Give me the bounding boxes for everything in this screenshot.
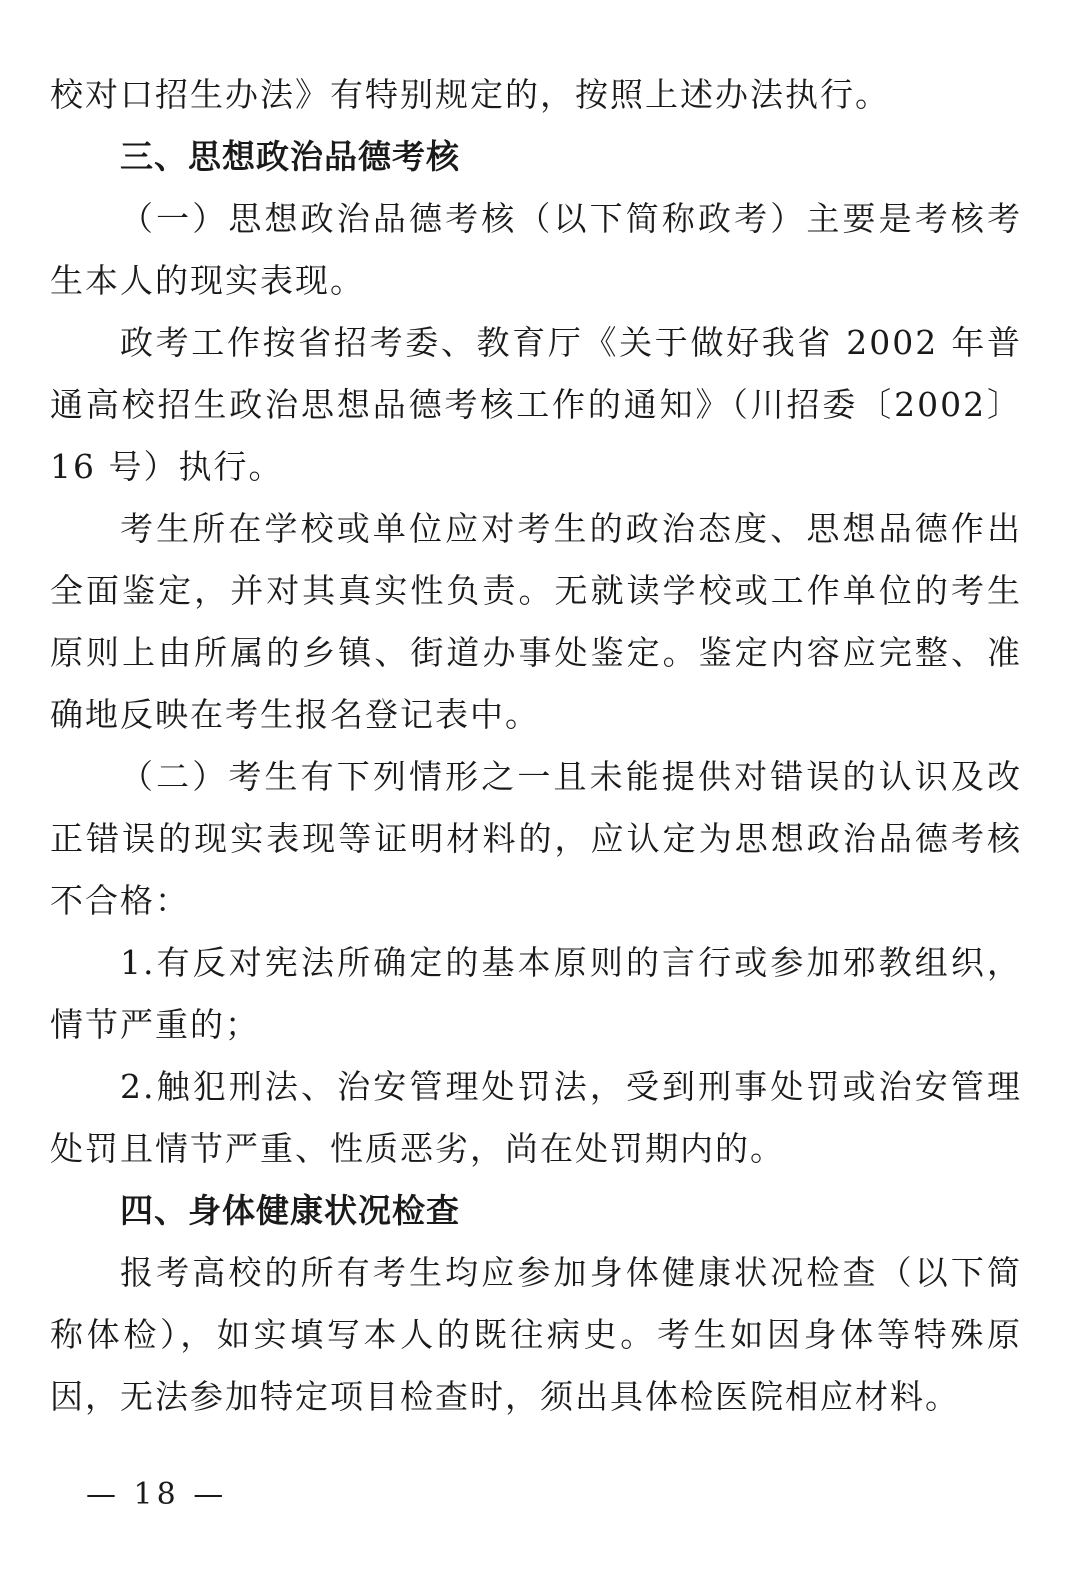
- paragraph-continuation: 校对口招生办法》有特别规定的，按照上述办法执行。: [50, 75, 890, 114]
- section-heading-political-review: 三、思想政治品德考核: [120, 137, 460, 176]
- paragraph-political-review-appraisal: 考生所在学校或单位应对考生的政治态度、思想品德作出全面鉴定，并对其真实性负责。无就读学校或工作单位的考生原则上由所属的乡镇、街道办事处鉴定。鉴定内容应完整、准确地反映在考生报名登记表中。: [50, 509, 1022, 734]
- document-body: [50, 64, 1022, 1428]
- paragraph-health-check: 报考高校的所有考生均应参加身体健康状况检查（以下简称体检），如实填写本人的既往病史。考生如因身体等特殊原因，无法参加特定项目检查时，须出具体检医院相应材料。: [50, 1253, 1022, 1416]
- paragraph-political-review-failure: （二）考生有下列情形之一且未能提供对错误的认识及改正错误的现实表现等证明材料的，应认定为思想政治品德考核不合格：: [50, 757, 1022, 920]
- list-item-2: 2.触犯刑法、治安管理处罚法，受到刑事处罚或治安管理处罚且情节严重、性质恶劣，尚在处罚期内的。: [50, 1067, 1022, 1168]
- page-number: — 18 —: [86, 1477, 228, 1512]
- list-item-1: 1.有反对宪法所确定的基本原则的言行或参加邪教组织，情节严重的；: [50, 943, 1022, 1044]
- paragraph-political-review-basis: 政考工作按省招考委、教育厅《关于做好我省 2002 年普通高校招生政治思想品德考核工作的通知》（川招委〔2002〕16 号）执行。: [50, 323, 1022, 486]
- section-heading-health-check: 四、身体健康状况检查: [120, 1191, 460, 1230]
- paragraph-political-review-definition: （一）思想政治品德考核（以下简称政考）主要是考核考生本人的现实表现。: [50, 199, 1022, 300]
